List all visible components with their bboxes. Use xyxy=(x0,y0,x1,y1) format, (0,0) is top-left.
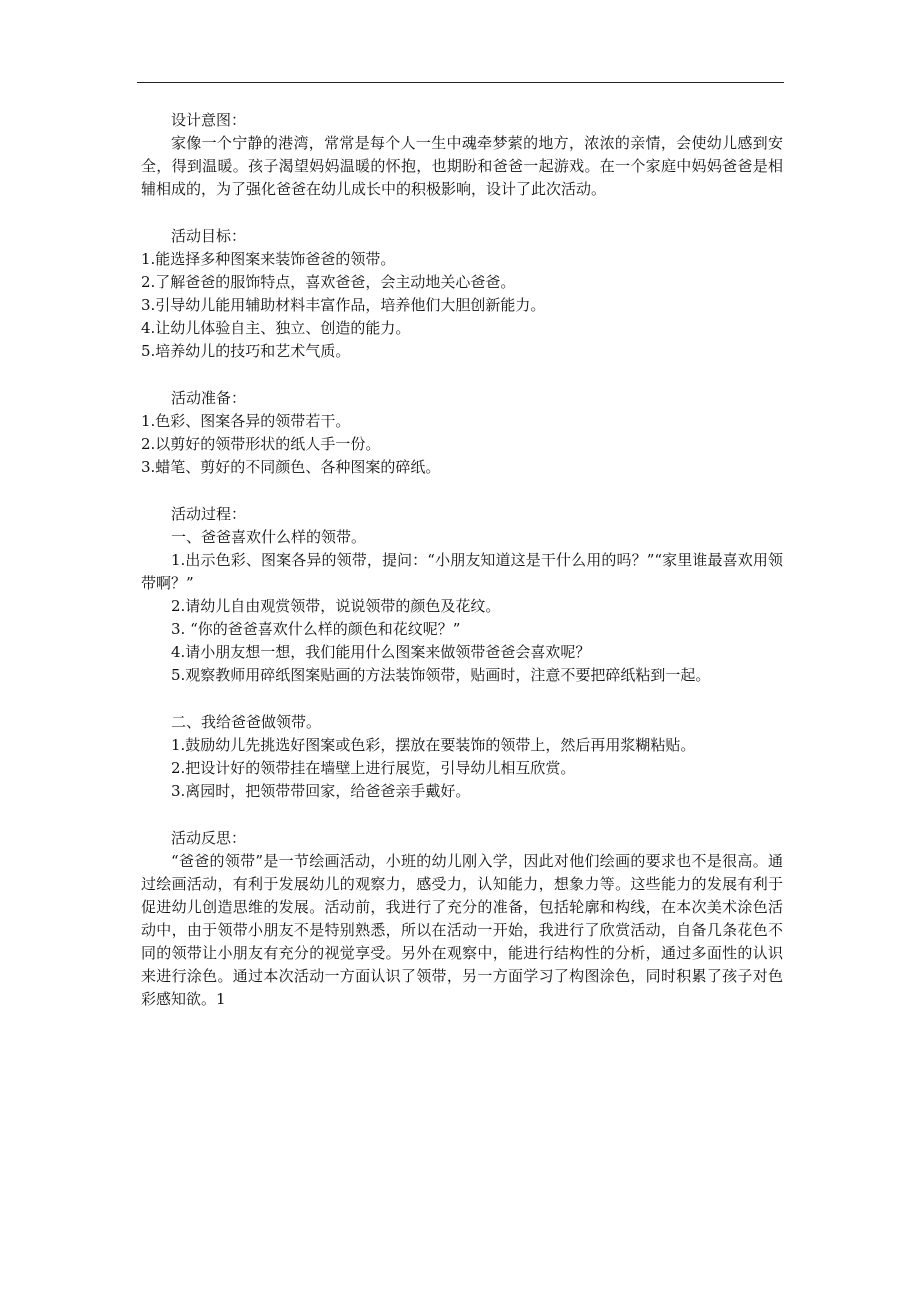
process-part1-title: 一、爸爸喜欢什么样的领带。 xyxy=(171,528,367,546)
process-part2-title: 二、我给爸爸做领带。 xyxy=(171,713,322,731)
goal-item: 5.培养幼儿的技巧和艺术气质。 xyxy=(141,342,351,360)
process-heading: 活动过程： xyxy=(171,505,247,523)
reflection-heading: 活动反思： xyxy=(171,829,247,847)
preparation-item: 1.色彩、图案各异的领带若干。 xyxy=(141,412,351,430)
process-part1-item: 3. “你的爸爸喜欢什么样的颜色和花纹呢？” xyxy=(171,620,461,638)
process-part2-item: 3.离园时，把领带带回家，给爸爸亲手戴好。 xyxy=(171,782,471,800)
process-part1-item: 5.观察教师用碎纸图案贴画的方法装饰领带，贴画时，注意不要把碎纸粘到一起。 xyxy=(171,666,711,684)
goal-item: 3.引导幼儿能用辅助材料丰富作品，培养他们大胆创新能力。 xyxy=(141,296,546,314)
header-rule xyxy=(137,82,784,83)
process-part2-item: 2.把设计好的领带挂在墙壁上进行展览，引导幼儿相互欣赏。 xyxy=(171,759,576,777)
goal-item: 2.了解爸爸的服饰特点，喜欢爸爸，会主动地关心爸爸。 xyxy=(141,273,516,291)
goal-item: 4.让幼儿体验自主、独立、创造的能力。 xyxy=(141,319,411,337)
design-intent-heading: 设计意图： xyxy=(171,111,247,129)
preparation-item: 3.蜡笔、剪好的不同颜色、各种图案的碎纸。 xyxy=(141,458,441,476)
goals-heading: 活动目标： xyxy=(171,227,247,245)
process-part1-item: 4.请小朋友想一想，我们能用什么图案来做领带爸爸会喜欢呢？ xyxy=(171,643,591,661)
goal-item: 1.能选择多种图案来装饰爸爸的领带。 xyxy=(141,250,396,268)
reflection-paragraph: “爸爸的领带”是一节绘画活动，小班的幼儿刚入学，因此对他们绘画的要求也不是很高。通过绘画活动，有利于发展幼儿的观察力，感受力，认知能力，想象力等。这些能力的发展有利于促进幼儿创造思维的发展。活动前，我进行了充分的准备，包括轮廓和构线，在本次美术涂色活动中，由于领带小朋友不是特别熟悉，所以在活动一开始，我进行了欣赏活动，自备几条花色不同的领带让小朋友有充分的视觉享受。另外在观察中，能进行结构性的分析，通过多面性的认识来进行涂色。通过本次活动一方面认识了领带，另一方面学习了构图涂色，同时积累了孩子对色彩感知欲。1 xyxy=(141,852,783,1008)
preparation-heading: 活动准备： xyxy=(171,389,247,407)
document-body xyxy=(141,109,783,1011)
preparation-item: 2.以剪好的领带形状的纸人手一份。 xyxy=(141,435,381,453)
process-part2-item: 1.鼓励幼儿先挑选好图案或色彩，摆放在要装饰的领带上，然后再用浆糊粘贴。 xyxy=(171,736,696,754)
design-intent-paragraph: 家像一个宁静的港湾，常常是每个人一生中魂牵梦萦的地方，浓浓的亲情，会使幼儿感到安全，得到温暖。孩子渴望妈妈温暖的怀抱，也期盼和爸爸一起游戏。在一个家庭中妈妈爸爸是相辅相成的，为了强化爸爸在幼儿成长中的积极影响，设计了此次活动。 xyxy=(141,134,783,198)
process-part1-item: 1.出示色彩、图案各异的领带，提问：“小朋友知道这是干什么用的吗？”“家里谁最喜欢用领带啊？” xyxy=(141,551,783,592)
process-part1-item: 2.请幼儿自由观赏领带，说说领带的颜色及花纹。 xyxy=(171,597,501,615)
